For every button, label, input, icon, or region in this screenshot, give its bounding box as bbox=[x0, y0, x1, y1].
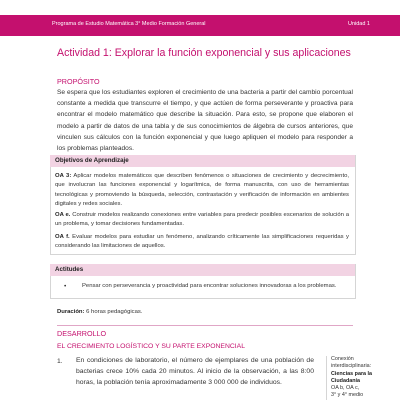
activity-title: Actividad 1: Explorar la función exponencial y sus aplicaciones bbox=[57, 47, 351, 59]
bullet-icon: • bbox=[64, 283, 67, 290]
exercise-number: 1. bbox=[57, 358, 63, 365]
objetivos-header bbox=[50, 155, 355, 167]
objective-code: OA 3: bbox=[55, 173, 72, 179]
objective-text: Evaluar modelos para estudiar un fenómeno, analizando críticamente las simplificaciones requeridas y considerando las limitaciones de aquellos. bbox=[55, 234, 349, 250]
duration-label: Duración: bbox=[57, 309, 85, 315]
desarrollo-subheading: EL CRECIMIENTO LOGÍSTICO Y SU PARTE EXPONENCIAL bbox=[57, 343, 245, 350]
interdisciplinary-note bbox=[326, 356, 385, 400]
proposito-heading: PROPÓSITO bbox=[57, 77, 100, 86]
duration bbox=[57, 309, 142, 315]
program-title: Programa de Estudio Matemática 3° Medio Formación General bbox=[52, 21, 206, 27]
section-divider bbox=[57, 325, 353, 326]
objective-oae bbox=[55, 211, 349, 230]
objetivos-heading: Objetivos de Aprendizaje bbox=[55, 157, 129, 164]
desarrollo-heading: DESARROLLO bbox=[57, 329, 107, 338]
note-line2: Ciencias para la Ciudadanía bbox=[331, 370, 373, 384]
header-bar bbox=[0, 15, 400, 36]
note-line4: 3° y 4° medio bbox=[331, 392, 364, 399]
objective-text: Construir modelos realizando conexiones entre variables para predecir posibles escenarios de solución a un problema, y tomar decisiones fundamentadas. bbox=[55, 212, 349, 228]
objective-code: OA e. bbox=[55, 212, 71, 218]
actitudes-heading: Actitudes bbox=[55, 266, 84, 273]
objective-text: Aplicar modelos matemáticos que describen fenómenos o situaciones de crecimiento y decrecimiento, que involucran las funciones exponencial y logarítmica, de forma manuscrita, con uso de herramientas tecnológicas y promoviendo la búsqueda, selección, contrastación y verificación de información en ambientes digitales y redes sociales. bbox=[55, 173, 349, 207]
note-line1: Conexión interdisciplinaria: bbox=[331, 356, 372, 370]
objective-oaf bbox=[55, 233, 349, 252]
objective-oa3 bbox=[55, 172, 349, 209]
objective-code: OA f. bbox=[55, 234, 70, 240]
exercise-text: En condiciones de laboratorio, el número de ejemplares de una población de bacterias crece 10% cada 20 minutos. Al inicio de la observación, a las 8:00 horas, la población tenía aproximadamente 3 000 000 de individuos. bbox=[76, 357, 314, 387]
actitudes-header bbox=[50, 264, 355, 276]
proposito-text: Se espera que los estudiantes exploren el crecimiento de una bacteria a partir del cambio porcentual constante a medida que transcurre el tiempo, y que actúen de forma perseverante y proactiva para encontrar el modelo matemático que describe la situación. Para esto, se propone que elaboren el modelo a partir de datos de una tabla y de sus conocimientos de álgebra de cursos anteriores, que vinculen sus cálculos con la función exponencial y que luego apliquen el modelo para responder a los problemas planteados. bbox=[57, 89, 353, 153]
actitud-item: Pensar con perseverancia y proactividad para encontrar soluciones innovadoras a los problemas. bbox=[82, 283, 337, 289]
unit-label: Unidad 1 bbox=[347, 21, 370, 27]
duration-value: 6 horas pedagógicas. bbox=[84, 309, 143, 315]
note-line3: OA b, OA c, bbox=[331, 385, 360, 392]
